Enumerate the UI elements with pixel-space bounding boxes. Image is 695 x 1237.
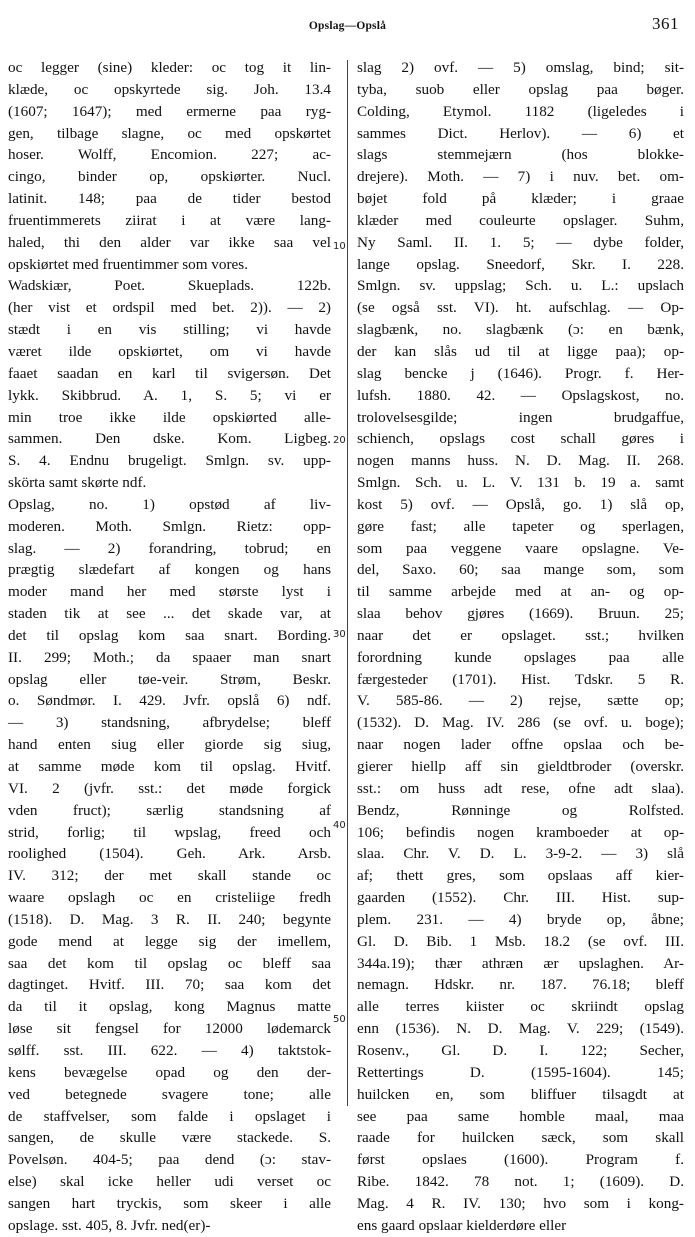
text-line: min troe ikke ilde opskiørted alle- [8,408,331,426]
text-line: gen, tilbage slagne, oc med opskørtet [8,124,331,142]
text-line: Bendz, Rønninge og Rolfsted. [357,801,684,819]
text-line: ens gaard opslaar kielderdøre eller [357,1216,567,1234]
text-line: nogen manns huss. N. D. Mag. II. 268. [357,452,684,470]
text-line: latinit. 148; paa de tider bestod [8,190,331,208]
text-line: staden tik at see ... det skade var, at [8,605,331,623]
text-line: del, Saxo. 60; saa mange som, som [357,561,684,579]
line-number: 20 [333,435,346,446]
text-line: slag bencke j (1646). Progr. f. Her- [357,364,684,382]
text-line: færgesteder (1701). Hist. Tdskr. 5 R. [357,670,684,688]
text-line: Rettertings D. (1595-1604). 145; [357,1063,684,1081]
text-line: else) skal icke heller udi verset oc [8,1173,331,1191]
text-line: (1607; 1647); med ermerne paa ryg- [8,102,331,120]
text-line: slag. — 2) forandring, tobrud; en [8,539,331,557]
line-number: 50 [333,1014,346,1025]
page-number: 361 [652,14,679,33]
text-line: trolovelsesgilde; ingen brudgaffue, [357,408,684,426]
text-line: 106; befindis nogen kramboeder at op- [357,823,684,841]
text-line: Ribe. 1842. 78 not. 1; (1609). D. [357,1173,684,1191]
text-line: Povelsøn. 404-5; paa dend (ɔ: stav- [8,1151,331,1169]
text-line: S. 4. Endnu brugeligt. Smlgn. sv. upp- [8,452,331,470]
text-line: dagtinget. Hvitf. III. 70; saa kom det [8,976,331,994]
text-line: moder mand her med største lyst i [8,583,331,601]
text-line: bøjet fold på klæder; i graae [357,190,684,208]
text-line: V. 585-86. — 2) rejse, sætte op; [357,692,684,710]
text-line: sammen. Den dske. Kom. Ligbeg. [8,430,331,448]
text-line: naar nogen lader offne opslaa och be- [357,736,684,754]
text-line: til samme arbejde med at an- og op- [357,583,684,601]
column-divider [347,60,348,1106]
text-line: Smlgn. sv. uppslag; Sch. u. L.: upslach [357,277,684,295]
text-line: o. Søndmør. I. 429. Jvfr. opslå 6) ndf. [8,692,331,710]
text-line: gierer hiellp aff sin gieldtbroder (overskr. [357,758,684,775]
text-line: opskiørtet med fruentimmer som vores. [8,255,248,273]
text-line: hand enten siug eller giorde sig siug, [8,736,331,754]
page-header [0,14,695,38]
text-line: (her vist et ordspil med bet. 2)). — 2) [8,299,331,317]
text-line: slags stemmejærn (hos blokke- [357,146,684,164]
line-number: 10 [333,241,346,252]
text-line: lufsh. 1880. 42. — Opslagskost, no. [357,386,684,404]
text-line: Mag. 4 R. IV. 130; hvo som i kong- [357,1194,684,1212]
text-line: sangen hart tryckis, som skeer i alle [8,1194,331,1212]
text-line: huilcken en, som bliffuer tilsagdt at [357,1085,684,1103]
text-line: waare opslagh oc en cristeliige fredh [8,889,331,907]
text-line: gaarden (1552). Chr. III. Hist. sup- [357,889,684,907]
text-line: nemagn. Hdskr. nr. 187. 76.18; bleff [357,976,684,994]
text-line: raade for huilcken sæck, som skall [357,1129,684,1147]
text-line: sangen, de skulle være stackede. S. [8,1129,331,1147]
text-line: fruentimmerets ziirat i at være lang- [8,211,331,229]
text-line: strid, forlig; til wpslag, freed och [8,823,331,841]
text-line: da til it opslag, kong Magnus matte [8,998,331,1016]
text-line: see paa same homble maal, maa [357,1107,684,1125]
text-line: faaet saadan en karl til svigersøn. Det [8,364,331,382]
text-line: haled, thi den alder var ikke saa vel [8,233,331,251]
text-line: slaa. Chr. V. D. L. 3-9-2. — 3) slå [357,845,684,863]
text-line: ved betegnede svagere tone; alle [8,1085,331,1103]
text-line: drejere). Moth. — 7) i nuv. bet. om- [357,168,684,186]
text-line: (1518). D. Mag. 3 R. II. 240; begynte [8,910,331,928]
text-line: som paa veggene vaare opslagne. Ve- [357,539,684,557]
text-line: først opslaes (1600). Program f. [357,1151,684,1169]
text-line: af; thett gres, som opslaas aff kier- [357,867,684,885]
text-line: 344a.19); thær athræn ær upslaghen. Ar- [357,954,684,972]
text-line: opslag eller tøe-veir. Strøm, Beskr. [8,670,331,688]
text-line: hoser. Wolff, Encomion. 227; ac- [8,146,331,164]
text-line: IV. 312; der met skall stande oc [8,867,331,885]
text-line: tyba, suob eller opslag paa bøger. [357,80,684,98]
text-line: roolighed (1504). Geh. Ark. Arsb. [8,845,331,863]
text-line: der kan slås ud til at ligge paa); op- [357,342,684,360]
running-head: Opslag—Opslå [308,20,387,32]
text-line: klæder med couleurte opslager. Suhm, [357,211,684,229]
line-number: 30 [333,629,346,640]
text-line: lykk. Skibbrud. A. 1, S. 5; vi er [8,386,331,404]
text-line: det til opslag kom saa snart. Bording. [8,626,331,644]
text-line: sølff. sst. III. 622. — 4) taktstok- [8,1041,331,1059]
text-line: forordning kunde opslages paa alle [357,648,684,666]
text-line: moderen. Moth. Smlgn. Rietz: opp- [8,517,331,535]
text-line: skörta samt skørte ndf. [8,474,147,492]
text-line: II. 299; Moth.; da spaaer man snart [8,648,331,666]
text-line: Ny Saml. II. 1. 5; — dybe folder, [357,233,684,251]
text-line: slag 2) ovf. — 5) omslag, bind; sit- [357,59,684,76]
text-line: de staffvelser, som falde i opslaget i [8,1107,331,1125]
text-line: Rosenv., Gl. D. I. 122; Secher, [357,1041,684,1059]
text-line: schiench, opslags cost schall gøres i [357,430,684,448]
text-line: sammes Dict. Herlov). — 6) et [357,124,684,142]
text-line: klæde, oc opskyrtede sig. Joh. 13.4 [8,80,331,98]
text-line: at samme møde kom til opslag. Hvitf. [8,758,331,775]
text-line: saa det kom til opslag oc bleff saa [8,954,331,972]
text-line: oc legger (sine) kleder: oc tog it lin- [8,59,331,76]
text-line: Gl. D. Bib. 1 Msb. 18.2 (se ovf. III. [357,932,684,950]
text-line: cingo, binder op, opskiørter. Nucl. [8,168,331,186]
text-line: gode mend at legge sig der imellem, [8,932,331,950]
text-line: prægtig slædefart af kongen og hans [8,561,331,579]
text-line: enn (1536). N. D. Mag. V. 229; (1549). [357,1020,684,1038]
text-line: sst.: om huss adt rese, ofne adt slaa). [357,779,684,797]
text-line: slagbænk, no. slagbænk (ɔ: en bænk, [357,321,684,339]
text-line: (se også sst. VI). ht. aufschlag. — Op- [357,299,684,317]
text-line: (1532). D. Mag. IV. 286 (se ovf. u. boge); [357,714,684,732]
text-line: Opslag, no. 1) opstød af liv- [8,495,331,513]
text-line: vden fruct); særlig standsning af [8,801,331,819]
text-line: opslage. sst. 405, 8. Jvfr. ned(er)- [8,1216,211,1234]
text-line: Colding, Etymol. 1182 (ligeledes i [357,102,684,120]
text-line: — 3) standsning, afbrydelse; bleff [8,714,331,732]
line-number: 40 [333,820,346,831]
text-line: Wadskiær, Poet. Skueplads. 122b. [8,277,331,295]
text-line: naar det er opslaget. sst.; hvilken [357,626,684,644]
left-column [8,57,331,1237]
text-line: stædt i en vis stilling; vi havde [8,321,331,339]
text-line: VI. 2 (jvfr. sst.: det møde forgick [8,779,331,797]
text-line: alle terres kiister oc skriindt opslag [357,998,684,1016]
text-line: slaa behov gjøres (1669). Bruun. 25; [357,605,684,623]
text-line: kost 5) ovf. — Opslå, go. 1) slå op, [357,495,684,513]
text-line: gøre fast; alle tapeter og sperlagen, [357,517,684,535]
text-line: plem. 231. — 4) bryde op, åbne; [357,910,684,928]
text-line: lange opslag. Sneedorf, Skr. I. 228. [357,255,684,273]
right-column [357,57,684,1237]
text-line: kens bevægelse opad og den der- [8,1063,331,1081]
text-line: løse sit fengsel for 12000 lødemarck [8,1020,331,1038]
text-line: Smlgn. Sch. u. L. V. 131 b. 19 a. samt [357,474,684,492]
text-line: været ilde opskiørtet, om vi havde [8,342,331,360]
